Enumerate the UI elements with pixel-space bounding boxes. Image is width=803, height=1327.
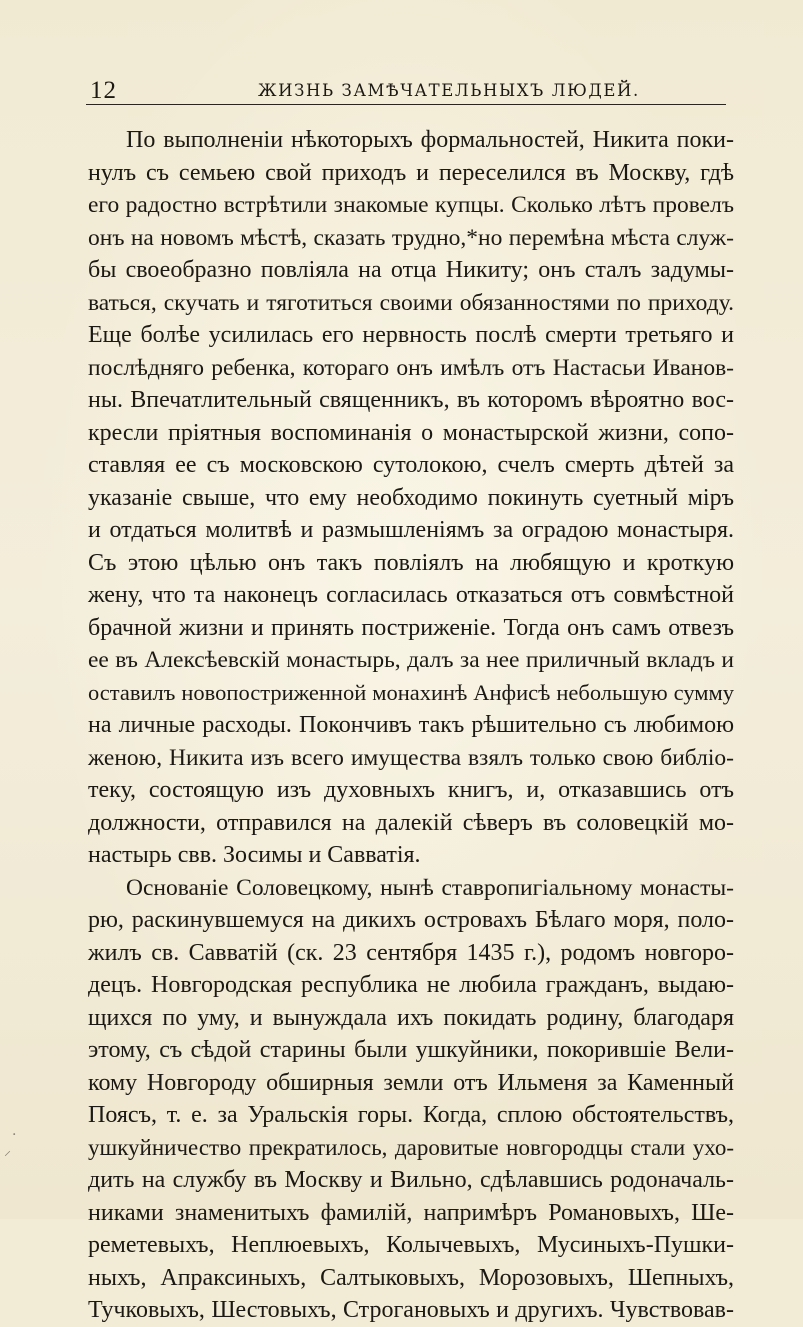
running-head-title: ЖИЗНЬ ЗАМѢЧАТЕЛЬНЫХЪ ЛЮДЕЙ. (258, 81, 640, 100)
text-line: По выполненіи нѣкоторыхъ формальностей, Никита поки- (126, 127, 734, 153)
text-line: никами знаменитыхъ фамилій, напримѣръ Романовыхъ, Ше- (88, 1199, 734, 1226)
text-line: ваться, скучать и тяготиться своими обязанностями по приходу. (88, 289, 734, 316)
text-line: ставляя ее съ московскою сутолокою, счелъ смерть дѣтей за (88, 452, 734, 478)
text-line: кресли пріятныя воспоминанія о монастырской жизни, сопо- (88, 419, 734, 446)
text-line: жену, что та наконецъ согласилась отказаться отъ совмѣстной (88, 582, 734, 608)
text-line: женою, Никита изъ всего имущества взялъ только свою библіо- (88, 744, 734, 771)
text-line: ныхъ, Апраксиныхъ, Салтыковыхъ, Морозовыхъ, Шепныхъ, (88, 1264, 734, 1291)
text-line: дить на службу въ Москву и Вильно, сдѣлавшись родоначаль- (88, 1167, 734, 1193)
text-line: ее въ Алексѣевскій монастырь, далъ за нее приличный вкладъ и (88, 647, 734, 673)
text-line: этому, съ сѣдой старины были ушкуйники, покорившіе Вели- (88, 1037, 734, 1063)
text-line: онъ на новомъ мѣстѣ, сказать трудно,*но перемѣна мѣста служ- (88, 224, 734, 251)
header-rule (86, 104, 726, 105)
page-number: 12 (90, 77, 117, 104)
text-line: жилъ св. Савватій (ск. 23 сентября 1435 г.), родомъ новгоро- (88, 939, 734, 966)
paper-speck: ⸝ (4, 1143, 11, 1159)
text-line: нулъ съ семьею свой приходъ и переселился въ Москву, гдѣ (88, 159, 734, 186)
body-text (88, 124, 734, 1327)
text-line: рю, раскинувшемуся на дикихъ островахъ Бѣлаго моря, поло- (88, 907, 734, 933)
text-line: должности, отправился на далекій сѣверъ въ соловецкій мо- (88, 809, 734, 836)
running-head (86, 76, 726, 106)
text-line: щихся по уму, и вынуждала ихъ покидать родину, благодаря (88, 1004, 734, 1031)
text-line: реметевыхъ, Неплюевыхъ, Колычевыхъ, Мусиныхъ-Пушки- (88, 1232, 734, 1258)
text-line: теку, состоящую изъ духовныхъ книгъ, и, отказавшись отъ (88, 777, 734, 803)
text-line: Поясъ, т. е. за Уральскія горы. Когда, сплою обстоятельствъ, (88, 1102, 734, 1128)
text-line: оставилъ новопостриженной монахинѣ Анфисѣ небольшую сумму (88, 679, 734, 705)
text-line: брачной жизни и принять постриженіе. Тогда онъ самъ отвезъ (88, 614, 734, 641)
text-line: Съ этою цѣлью онъ такъ повліялъ на любящую и кроткую (88, 549, 734, 576)
text-line: на личные расходы. Покончивъ такъ рѣшительно съ любимою (88, 712, 734, 738)
paper-speck: · (12, 1127, 17, 1143)
text-line: бы своеобразно повліяла на отца Никиту; онъ сталъ задумы- (88, 257, 734, 283)
text-line: ны. Впечатлительный священникъ, въ которомъ вѣроятно вос- (88, 387, 734, 413)
text-line: Тучковыхъ, Шестовыхъ, Строгановыхъ и другихъ. Чувствовав- (88, 1297, 734, 1323)
text-line: кому Новгороду обширныя земли отъ Ильменя за Каменный (88, 1069, 734, 1096)
paragraph-start-line: Основаніе Соловецкому, нынѣ ставропигіальному монасты- (126, 874, 734, 901)
text-line: ушкуйничество прекратилось, даровитые новгородцы стали ухо- (88, 1134, 734, 1160)
text-line: послѣдняго ребенка, котораго онъ имѣлъ отъ Настасьи Иванов- (88, 354, 734, 381)
text-line: указаніе свыше, что ему необходимо покинуть суетный міръ (88, 484, 734, 511)
paragraph-end-line: настырь свв. Зосимы и Савватія. (88, 842, 421, 868)
text-line: его радостно встрѣтили знакомые купцы. Сколько лѣтъ провелъ (88, 192, 734, 218)
text-line: и отдаться молитвѣ и размышленіямъ за оградою монастыря. (88, 517, 734, 543)
text-line: децъ. Новгородская республика не любила гражданъ, выдаю- (88, 972, 734, 998)
text-line: Еще болѣе усилилась его нервность послѣ смерти третьяго и (88, 322, 734, 348)
